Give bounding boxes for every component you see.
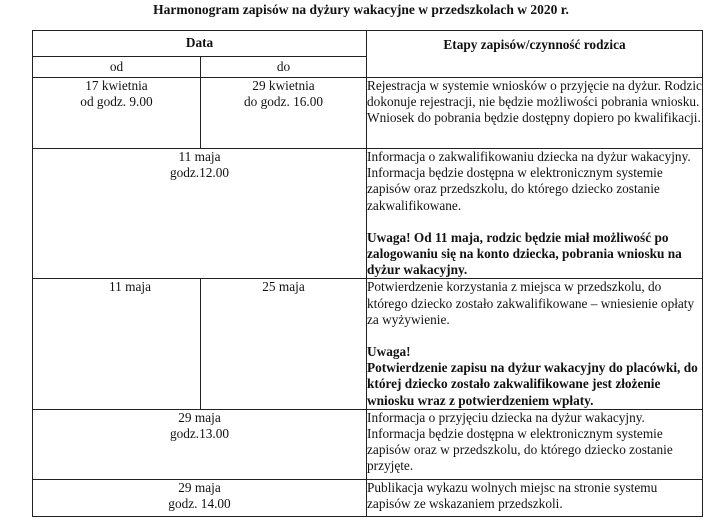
header-date: Data: [33, 31, 367, 57]
stage-description: Potwierdzenie korzystania z miejsca w przedszkolu, do którego dziecko zostało zakwalifikowane – wniesienie opłaty za wyżywienie.: [367, 279, 695, 327]
stage-description: Informacja o zakwalifikowaniu dziecka na dyżur wakacyjny. Informacja będzie dostępna w elektronicznym systemie zapisów oraz przedszkolu, do którego dziecko zostanie zakwalifikowane.: [367, 149, 691, 213]
date-to-day: 29 kwietnia: [252, 78, 315, 93]
stage-description-cell: [367, 279, 703, 409]
table-row: [33, 78, 703, 149]
table-row: [33, 409, 703, 479]
date-to-day: 25 maja: [262, 279, 305, 295]
date-cell: [33, 479, 367, 516]
date-from-cell: [33, 279, 201, 409]
stage-description-cell: [367, 149, 703, 279]
stage-description: Rejestracja w systemie wniosków o przyjęcie na dyżur. Rodzic dokonuje rejestracji, nie będzie możliwości pobrania wniosku. Wniosek do pobrania będzie dostępny dopiero po kwalifikacji.: [367, 78, 702, 126]
date-to-time: do godz. 16.00: [243, 94, 324, 110]
stage-description-cell: [367, 479, 703, 516]
date-cell: [33, 409, 367, 479]
stage-description-cell: [367, 78, 703, 149]
date-cell: [33, 149, 367, 279]
stage-description-cell: [367, 409, 703, 479]
date-day: 29 maja: [178, 409, 221, 425]
date-to-cell: [201, 279, 367, 409]
stage-note-title: Uwaga!: [367, 344, 411, 360]
date-time: godz.12.00: [169, 165, 230, 181]
table-row: [33, 279, 703, 409]
stage-note: Potwierdzenie zapisu na dyżur wakacyjny do placówki, do której dziecko zostało zakwalifikowane jest złożenie wniosku wraz z potwierdzeniem wpłaty.: [367, 360, 698, 408]
date-from-day: 11 maja: [109, 279, 151, 295]
header-stages: Etapy zapisów/czynność rodzica: [367, 31, 703, 78]
date-from-cell: [33, 78, 201, 149]
table-row: [33, 149, 703, 279]
stage-description: Informacja o przyjęciu dziecka na dyżur wakacyjny. Informacja będzie dostępna w elektronicznym systemie zapisów oraz w przedszkolu, do którego dziecko zostanie przyjęte.: [367, 409, 673, 474]
stage-description: Publikacja wykazu wolnych miejsc na stronie systemu zapisów ze wskazaniem przedszkoli.: [367, 479, 658, 512]
table-row: [33, 479, 703, 516]
date-to-cell: [201, 78, 367, 149]
date-from-day: 17 kwietnia: [85, 78, 148, 93]
date-time: godz. 14.00: [168, 496, 231, 512]
date-day: 11 maja: [178, 149, 221, 164]
date-time: godz.13.00: [169, 426, 230, 442]
stage-note: Uwaga! Od 11 maja, rodzic będzie miał możliwość po zalogowaniu się na konto dziecka, pobrania wniosku na dyżur wakacyjny.: [367, 229, 682, 278]
schedule-table: [32, 30, 703, 517]
date-from-time: od godz. 9.00: [80, 94, 153, 110]
table-header-row: [33, 31, 703, 57]
header-to: do: [201, 57, 367, 78]
date-day: 29 maja: [178, 479, 221, 495]
document-title: Harmonogram zapisów na dyżury wakacyjne w przedszkolach w 2020 r.: [153, 2, 569, 17]
header-from: od: [33, 57, 201, 78]
